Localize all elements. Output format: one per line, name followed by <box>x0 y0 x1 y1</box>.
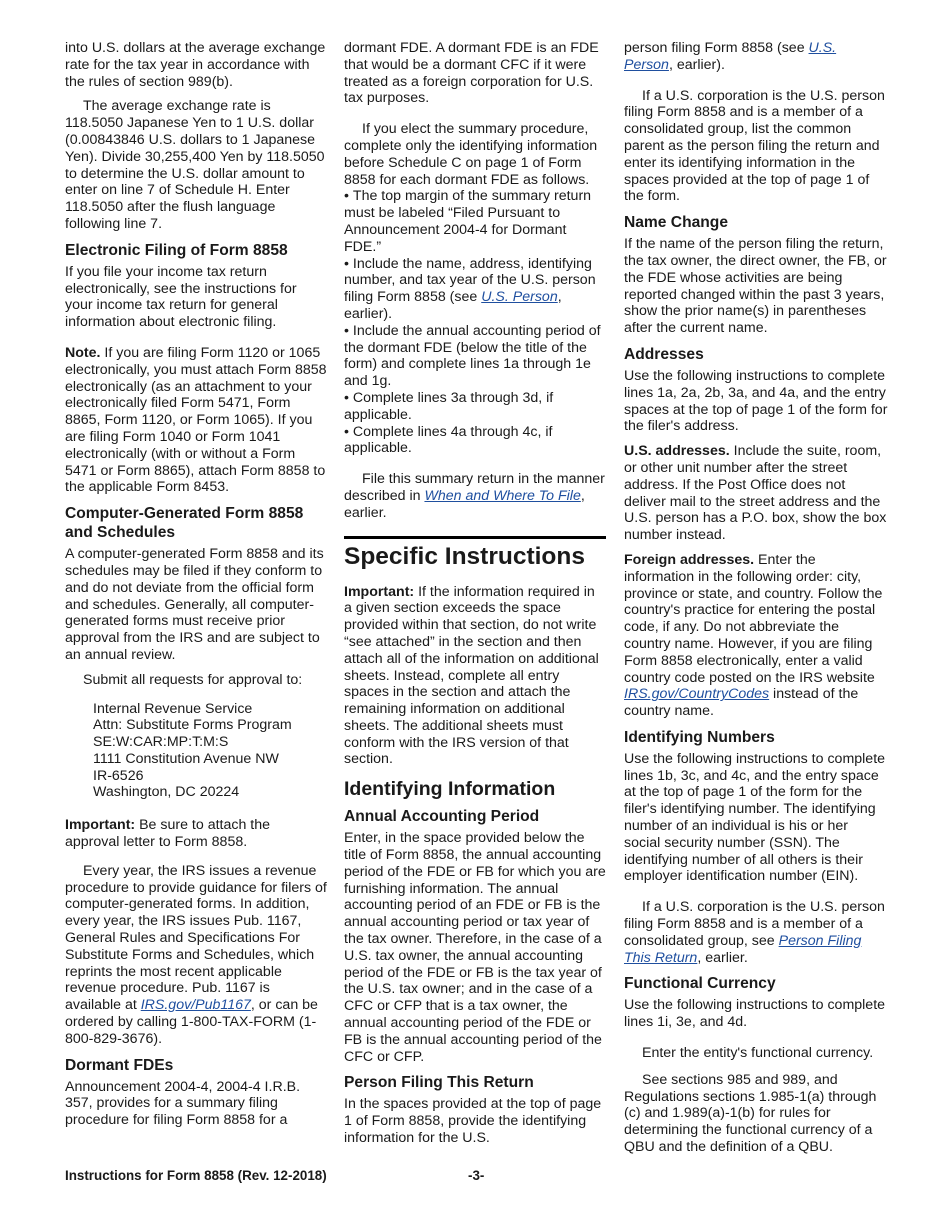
paragraph-enter-currency: Enter the entity's functional currency. <box>642 1045 874 1062</box>
link-us-person[interactable]: U.S. Person <box>624 40 837 73</box>
paragraph-exchange-rate: The average exchange rate is 118.5050 Japanese Yen to 1 U.S. dollar (0.00843846 U.S. dollars to 1 Japanese Yen). Divide 30,255,400 Yen by 118.5050 to determine the U.S. dollar amount to enter on line 7 of Schedule H. Enter 118.5050 after the flush language following line 7. <box>65 98 325 232</box>
paragraph-revenue-procedure: Every year, the IRS issues a revenue procedure to provide guidance for filers of computer-generated forms. In addition, every year, the IRS issues Pub. 1167, General Rules and Specifications For Substitute Forms and Schedules, which reprints the most recent applicable revenue procedure. Pub. 1167 is available at IRS.gov/Pub1167, or can be ordered by calling 1-800-TAX-FORM (1-800-829-3676). <box>65 862 327 1047</box>
bullet-item: • Complete lines 4a through 4c, if applicable. <box>344 424 606 458</box>
heading-name-change: Name Change <box>624 214 728 232</box>
paragraph-dormant-fdes: Announcement 2004-4, 2004-4 I.R.B. 357, provides for a summary filing procedure for filing Form 8858 for a <box>65 1078 301 1129</box>
paragraph-functional-currency: Use the following instructions to complete lines 1i, 3e, and 4d. <box>624 997 886 1031</box>
paragraph-see-sections: See sections 985 and 989, and Regulations sections 1.985-1(a) through (c) and 1.989(a)-1(b) for rules for determining the functional currency of a QBU and the definition of a QBU. <box>624 1071 877 1156</box>
note-text: If you are filing Form 1120 or 1065 electronically, you must attach Form 8858 electronically (as an attachment to your electronically filed Form 5471, Form 8865, Form 1120, or Form 1065). If you are filing Form 1040 or Form 1041 electronically (with or without a Form 5471 or Form 8865), attach Form 8858 to the applicable Form 8453. <box>65 344 327 496</box>
column-3 <box>624 40 888 1164</box>
heading-annual-accounting-period: Annual Accounting Period <box>344 808 540 826</box>
paragraph-us-addresses: U.S. addresses. Include the suite, room, or other unit number after the street address. If the Post Office does not deliver mail to the street address and the U.S. person has a P.O. box, show the box number instead. <box>624 443 887 544</box>
page-number: -3- <box>468 1168 485 1183</box>
address-line: Attn: Substitute Forms Program <box>93 717 292 734</box>
paragraph-person-filing: In the spaces provided at the top of page 1 of Form 8858, provide the identifying information for the U.S. <box>344 1096 602 1147</box>
heading-identifying-information: Identifying Information <box>344 778 556 801</box>
address-line: Washington, DC 20224 <box>93 784 240 801</box>
mailing-address <box>93 701 327 802</box>
foreign-addresses-label: Foreign addresses. <box>624 551 755 568</box>
bullet-item: • Include the annual accounting period of the dormant FDE (below the title of the form) and complete lines 1a through 1e and 1g. <box>344 323 606 390</box>
paragraph-foreign-addresses: Foreign addresses. Enter the information in the following order: city, province or state, and country. Follow the country's practice for entering the postal code, if any. Do not abbreviate the country name. However, if you are filing Form 8858 electronically, enter a valid country code posted on the IRS website IRS.gov/CountryCodes instead of the country name. <box>624 551 883 720</box>
link-country-codes[interactable]: IRS.gov/CountryCodes <box>624 686 770 703</box>
heading-identifying-numbers: Identifying Numbers <box>624 728 775 746</box>
heading-specific-instructions: Specific Instructions <box>344 536 606 572</box>
link-person-filing-this-return[interactable]: Person Filing This Return <box>624 932 862 966</box>
heading-addresses: Addresses <box>624 345 704 363</box>
address-line: 1111 Constitution Avenue NW <box>93 750 279 767</box>
paragraph-continued: person filing Form 8858 (see U.S. Person, earlier). <box>624 40 837 73</box>
paragraph-consolidated-group: If a U.S. corporation is the U.S. person filing Form 8858 and is a member of a consolidated group, list the common parent as the person filing the return and enter its identifying information in the spaces provided at the top of page 1 of the form. <box>624 87 885 205</box>
heading-computer-generated: Computer-Generated Form 8858 and Schedules <box>65 505 304 542</box>
paragraph-submit: Submit all requests for approval to: <box>83 671 303 688</box>
link-us-person[interactable]: U.S. Person <box>481 289 558 306</box>
important-label: Important: <box>65 817 136 834</box>
paragraph-file-summary: File this summary return in the manner described in When and Where To File, earlier. <box>344 471 605 521</box>
note-label: Note. <box>65 344 101 361</box>
bullet-item: • The top margin of the summary return must be labeled “Filed Pursuant to Announcement 2004-4 for Dormant FDE.” <box>344 188 606 255</box>
paragraph-important <box>344 584 606 769</box>
paragraph-addresses: Use the following instructions to complete lines 1a, 2a, 2b, 3a, and 4a, and the entry spaces at the top of page 1 of the form for the filer's address. <box>624 367 888 435</box>
bullet-item: • Include the name, address, identifying number, and tax year of the U.S. person filing Form 8858 (see U.S. Person, earlier). <box>344 256 606 323</box>
paragraph-computer-generated: A computer-generated Form 8858 and its schedules may be filed if they conform to and do not deviate from the official form and schedules. Generally, all computer-generated forms must receive prior approval from the IRS and are subject to an annual review. <box>65 546 324 663</box>
address-line: Internal Revenue Service <box>93 700 253 717</box>
address-line: SE:W:CAR:MP:T:M:S <box>93 734 229 751</box>
us-addresses-label: U.S. addresses. <box>624 443 730 460</box>
link-when-where-to-file[interactable]: When and Where To File <box>424 487 581 504</box>
address-line: IR-6526 <box>93 767 144 784</box>
paragraph-identifying-numbers: Use the following instructions to complete lines 1b, 3c, and 4c, and the entry space at the top of page 1 of the form for the filer's identifying number. The identifying number of an individual is his or her social security number (SSN). The identifying number of all others is their employer identification number (EIN). <box>624 750 886 885</box>
important-label: Important: <box>344 583 415 600</box>
paragraph-note <box>65 345 327 496</box>
heading-functional-currency: Functional Currency <box>624 975 776 993</box>
footer-form-title: Instructions for Form 8858 (Rev. 12-2018) <box>65 1168 327 1183</box>
paragraph-continued: into U.S. dollars at the average exchange rate for the tax year in accordance with the rules of section 989(b). <box>65 40 326 90</box>
paragraph-annual-accounting-period: Enter, in the space provided below the title of Form 8858, the annual accounting period of the FDE or FB for which you are furnishing information. The annual accounting period of an FDE or FB is the annual accounting period or tax year of the tax owner. Therefore, in the case of a U.S. tax owner, the annual accounting period of the FDE or FB is the tax year of the U.S. tax owner; and in the case of a CFC or CFP that is a tax owner, the annual accounting period of the FDE or FB is the annual accounting period of the CFC or CFP. <box>344 830 606 1065</box>
bullet-item: • Complete lines 3a through 3d, if applicable. <box>344 390 606 424</box>
paragraph-name-change: If the name of the person filing the return, the tax owner, the direct owner, the FB, or the FDE whose activities are being reported changed within the past 3 years, show the prior name(s) in parentheses after the current name. <box>624 236 887 337</box>
link-pub1167[interactable]: IRS.gov/Pub1167 <box>140 997 251 1014</box>
important-text: If the information required in a given section exceeds the space provided within that section, do not write “see attached” in the section and then attach all of the information on additional sheets. Instead, complete all entry spaces in the section and attach the remaining information on additional sheets. The additional sheets must conform with the IRS version of that section. <box>344 583 599 768</box>
column-1 <box>65 40 327 1137</box>
heading-dormant-fdes: Dormant FDEs <box>65 1056 174 1074</box>
paragraph-continued: dormant FDE. A dormant FDE is an FDE that would be a dormant CFC if it were treated as a foreign corporation for U.S. tax purposes. <box>344 40 599 107</box>
paragraph-electronic-filing: If you file your income tax return electronically, see the instructions for your income tax return for general information about electronic filing. <box>65 263 297 331</box>
paragraph-important <box>65 817 327 851</box>
important-text: Be sure to attach the approval letter to Form 8858. <box>65 817 271 851</box>
heading-electronic-filing: Electronic Filing of Form 8858 <box>65 241 288 259</box>
column-2 <box>344 40 606 1155</box>
heading-person-filing: Person Filing This Return <box>344 1074 534 1092</box>
paragraph-consolidated-group-2: If a U.S. corporation is the U.S. person filing Form 8858 and is a member of a consolidated group, see Person Filing This Return, earlier. <box>624 899 885 966</box>
paragraph-summary-procedure: If you elect the summary procedure, complete only the identifying information before Schedule C on page 1 of Form 8858 for each dormant FDE as follows. <box>344 121 598 188</box>
